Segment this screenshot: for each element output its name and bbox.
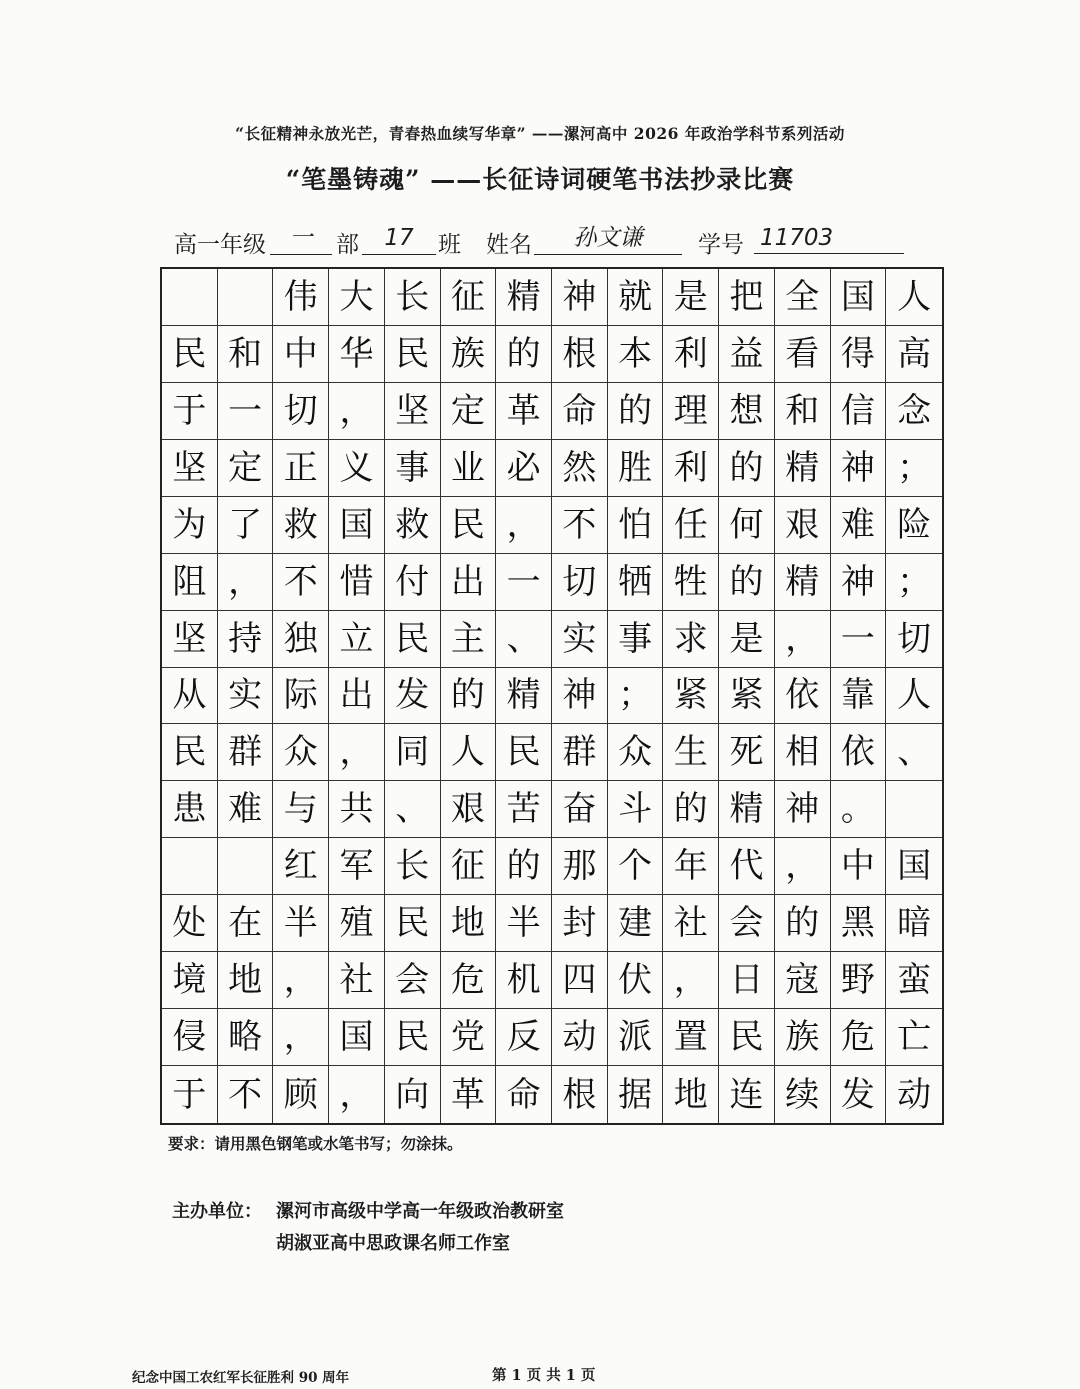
grid-cell: 独 [273,611,329,668]
grid-cell: 和 [775,383,831,440]
grid-cell: 会 [719,895,775,952]
grid-cell: ， [329,1066,385,1123]
grid-cell: 野 [831,952,887,1009]
grid-cell: 实 [552,611,608,668]
grid-cell: 不 [218,1066,274,1123]
grid-cell: 地 [218,952,274,1009]
grid-cell: 精 [775,440,831,497]
grid-cell: 的 [663,781,719,838]
class-field[interactable]: 17 [362,222,436,255]
grid-cell: 略 [218,1009,274,1066]
grid-cell: 长 [385,838,441,895]
dept-field[interactable]: 一 [270,222,332,255]
grid-cell: 是 [719,611,775,668]
grid-cell [162,838,218,895]
grid-cell: 根 [552,326,608,383]
grid-cell: 发 [831,1066,887,1123]
grid-cell: 民 [441,497,497,554]
grid-cell: 、 [886,724,942,781]
grid-cell: 求 [663,611,719,668]
grid-cell: 切 [273,383,329,440]
grid-cell: 续 [775,1066,831,1123]
grid-cell: 为 [162,497,218,554]
grid-cell: 救 [273,497,329,554]
grid-cell: 坚 [385,383,441,440]
grid-cell: 侵 [162,1009,218,1066]
grid-cell: ； [886,440,942,497]
grid-cell: 高 [886,326,942,383]
grid-cell: 一 [218,383,274,440]
grid-cell: 代 [719,838,775,895]
grid-cell: 黑 [831,895,887,952]
grid-cell: 群 [218,724,274,781]
grid-cell: 伏 [608,952,664,1009]
grid-cell: 坚 [162,611,218,668]
student-info-line [174,222,914,262]
grid-cell: 族 [775,1009,831,1066]
grid-cell: 惜 [329,554,385,611]
grid-cell: 群 [552,724,608,781]
grid-cell: 与 [273,781,329,838]
grid-cell: 反 [496,1009,552,1066]
competition-title: “笔墨铸魂” ——长征诗词硬笔书法抄录比赛 [285,165,795,194]
grid-cell: ， [663,952,719,1009]
grid-cell: 义 [329,440,385,497]
grid-cell: 伟 [273,269,329,326]
grid-cell: 日 [719,952,775,1009]
grid-cell: 红 [273,838,329,895]
grid-cell: 长 [385,269,441,326]
grid-cell: 精 [496,668,552,725]
grid-cell: 依 [775,668,831,725]
grid-cell: 四 [552,952,608,1009]
grid-cell: 任 [663,497,719,554]
grid-cell: 神 [831,554,887,611]
grid-cell: 命 [552,383,608,440]
grid-cell: 紧 [719,668,775,725]
organizer-label: 主办单位： [172,1201,262,1222]
grid-cell: 民 [162,724,218,781]
grid-cell: 革 [496,383,552,440]
grid-cell: 地 [441,895,497,952]
grid-cell [886,781,942,838]
grid-cell: 了 [218,497,274,554]
grid-cell: 社 [663,895,719,952]
grid-cell: 民 [385,895,441,952]
grid-cell: 理 [663,383,719,440]
grid-cell: 益 [719,326,775,383]
grid-cell: 命 [496,1066,552,1123]
grid-cell: 征 [441,269,497,326]
grid-cell [218,269,274,326]
dept-label: 部 [336,232,359,258]
grid-cell: 立 [329,611,385,668]
grid-cell: 想 [719,383,775,440]
grid-cell: ； [608,668,664,725]
grid-cell: 发 [385,668,441,725]
grid-cell: 神 [775,781,831,838]
grid-cell: 救 [385,497,441,554]
requirement-note: 要求：请用黑色钢笔或水笔书写；勿涂抹。 [168,1134,463,1153]
grid-cell: 切 [552,554,608,611]
grid-cell: 念 [886,383,942,440]
grid-cell: 本 [608,326,664,383]
grid-cell: 阻 [162,554,218,611]
grid-cell: 的 [608,383,664,440]
grid-cell: 依 [831,724,887,781]
grid-cell: 国 [886,838,942,895]
grid-cell: 难 [218,781,274,838]
grid-cell: 据 [608,1066,664,1123]
grid-cell: 得 [831,326,887,383]
grid-cell: 必 [496,440,552,497]
grid-cell: 于 [162,1066,218,1123]
grid-cell: 共 [329,781,385,838]
grid-cell: 际 [273,668,329,725]
grid-cell: 把 [719,269,775,326]
grid-cell: 付 [385,554,441,611]
grid-cell: 众 [273,724,329,781]
grid-cell: 蛮 [886,952,942,1009]
grid-cell: 向 [385,1066,441,1123]
grid-cell: 不 [273,554,329,611]
grid-cell: ， [273,1009,329,1066]
grid-cell: 民 [719,1009,775,1066]
grid-cell: ； [886,554,942,611]
grid-cell: 人 [441,724,497,781]
grid-cell: 艰 [775,497,831,554]
grid-cell: 难 [831,497,887,554]
grid-cell: 民 [162,326,218,383]
grid-cell: 境 [162,952,218,1009]
grid-cell: 事 [608,611,664,668]
grid-cell: 险 [886,497,942,554]
grid-cell: 正 [273,440,329,497]
grid-cell: 半 [496,895,552,952]
grid-cell: 于 [162,383,218,440]
grid-cell: 就 [608,269,664,326]
grid-cell: ， [775,611,831,668]
grid-cell: 军 [329,838,385,895]
grid-cell: 牺 [608,554,664,611]
grid-cell: 出 [441,554,497,611]
grid-cell: 主 [441,611,497,668]
grid-cell: 族 [441,326,497,383]
grid-cell: 紧 [663,668,719,725]
grid-cell: 处 [162,895,218,952]
grid-cell: 从 [162,668,218,725]
grid-cell: 亡 [886,1009,942,1066]
organizer-line-1: 漯河市高级中学高一年级政治教研室 [276,1201,564,1222]
grid-cell: 业 [441,440,497,497]
grid-cell: 精 [496,269,552,326]
grid-cell: 众 [608,724,664,781]
id-field[interactable]: 11703 [754,222,904,254]
organizer-line-2: 胡淑亚高中思政课名师工作室 [276,1233,510,1254]
grid-cell: 、 [385,781,441,838]
grid-cell: 危 [441,952,497,1009]
name-field[interactable]: 孙文谦 [534,222,682,255]
grid-cell: 民 [496,724,552,781]
grid-cell: 中 [831,838,887,895]
grid-cell: ， [775,838,831,895]
grid-cell: 危 [831,1009,887,1066]
grid-cell: 实 [218,668,274,725]
grid-cell: 然 [552,440,608,497]
grid-cell: 民 [385,611,441,668]
grid-cell: 人 [886,269,942,326]
grid-cell: 苦 [496,781,552,838]
grid-cell: 神 [552,269,608,326]
grid-cell: 人 [886,668,942,725]
footer-commemoration: 纪念中国工农红军长征胜利 90 周年 [132,1370,350,1386]
grid-cell: 一 [496,554,552,611]
grid-cell: 机 [496,952,552,1009]
grid-cell: 。 [831,781,887,838]
grid-cell: 动 [552,1009,608,1066]
grid-cell: 连 [719,1066,775,1123]
grid-cell: 顾 [273,1066,329,1123]
grid-cell: 中 [273,326,329,383]
grid-cell: 胜 [608,440,664,497]
grid-cell: 死 [719,724,775,781]
grid-cell: 社 [329,952,385,1009]
grid-cell: 全 [775,269,831,326]
grid-cell: 生 [663,724,719,781]
grid-cell: 那 [552,838,608,895]
grid-cell: 国 [831,269,887,326]
grid-cell: 一 [831,611,887,668]
grid-cell: 利 [663,440,719,497]
grid-cell: ， [329,724,385,781]
grid-cell: ， [329,383,385,440]
page-number: 第 1 页 共 1 页 [492,1367,596,1384]
grid-cell: 殖 [329,895,385,952]
grid-cell: 征 [441,838,497,895]
grid-cell: 的 [496,326,552,383]
grid-cell: 精 [719,781,775,838]
grid-cell: 定 [441,383,497,440]
grid-cell: 的 [775,895,831,952]
grid-cell: 和 [218,326,274,383]
grid-cell: 国 [329,497,385,554]
name-label: 姓名 [486,232,532,258]
grid-cell: 的 [496,838,552,895]
grid-cell: ， [496,497,552,554]
grid-cell: ， [218,554,274,611]
grid-cell: 暗 [886,895,942,952]
grade-label: 高一年级 [174,232,266,258]
grid-cell: 切 [886,611,942,668]
grid-cell: 坚 [162,440,218,497]
grid-cell: 华 [329,326,385,383]
grid-cell: ， [273,952,329,1009]
calligraphy-grid [160,267,944,1125]
grid-cell: 患 [162,781,218,838]
grid-cell: 何 [719,497,775,554]
grid-cell: 大 [329,269,385,326]
grid-cell: 靠 [831,668,887,725]
grid-cell: 神 [831,440,887,497]
grid-cell [218,838,274,895]
grid-cell: 的 [441,668,497,725]
grid-cell: 在 [218,895,274,952]
grid-cell: 是 [663,269,719,326]
grid-cell: 革 [441,1066,497,1123]
grid-cell: 看 [775,326,831,383]
grid-cell: 党 [441,1009,497,1066]
grid-cell: 国 [329,1009,385,1066]
grid-cell: 半 [273,895,329,952]
grid-cell: 动 [897,1074,932,1115]
grid-cell: 信 [831,383,887,440]
grid-cell: 定 [218,440,274,497]
grid-cell: 建 [608,895,664,952]
grid-cell: 牲 [663,554,719,611]
grid-cell: 斗 [608,781,664,838]
id-label: 学号 [698,232,744,258]
grid-cell: 相 [775,724,831,781]
grid-cell: 出 [329,668,385,725]
grid-cell: 事 [385,440,441,497]
grid-cell [162,269,218,326]
event-subtitle: “长征精神永放光芒，青春热血续写华章” ——漯河高中 2026 年政治学科节系列活动 [235,124,845,143]
grid-cell: 不 [552,497,608,554]
grid-cell: 利 [663,326,719,383]
grid-cell: 寇 [775,952,831,1009]
grid-cell: 地 [663,1066,719,1123]
grid-cell: 民 [385,1009,441,1066]
grid-cell: 奋 [552,781,608,838]
grid-cell: 的 [719,440,775,497]
grid-cell: 个 [608,838,664,895]
grid-cell: 持 [218,611,274,668]
grid-cell: 精 [775,554,831,611]
grid-cell: 根 [552,1066,608,1123]
grid-cell: 封 [552,895,608,952]
grid-cell: 、 [496,611,552,668]
class-label: 班 [438,232,461,258]
grid-cell: 派 [608,1009,664,1066]
grid-cell: 神 [552,668,608,725]
grid-cell: 艰 [441,781,497,838]
grid-cell: 民 [385,326,441,383]
grid-cell: 会 [385,952,441,1009]
grid-cell: 怕 [608,497,664,554]
grid-cell: 的 [719,554,775,611]
grid-cell: 同 [385,724,441,781]
grid-cell: 年 [663,838,719,895]
grid-cell: 置 [663,1009,719,1066]
